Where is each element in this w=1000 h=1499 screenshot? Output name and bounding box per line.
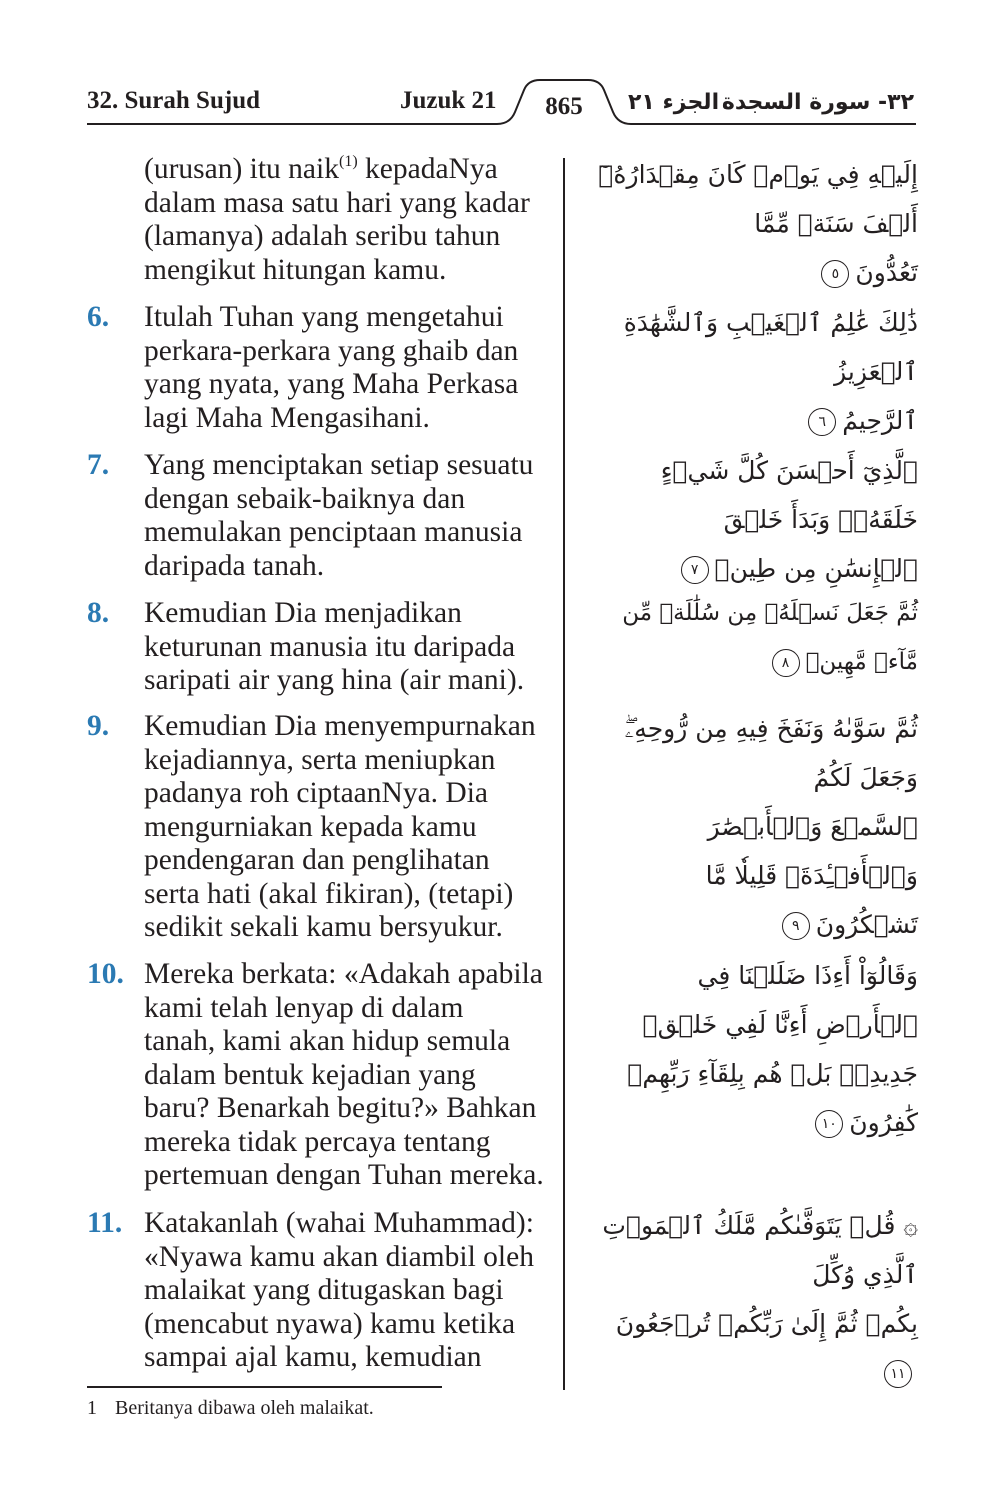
arabic-text: ذَٰلِكَ عَٰلِمُ ٱلۡغَيۡبِ وَٱلشَّهَٰدَةِ ٱلۡعَزِيزُ ٱلرَّحِيمُ [623,308,918,435]
footnote-marker: (1) [338,153,358,170]
verse-number: 9. [87,710,110,742]
translation-text: Itulah Tuhan yang mengetahui perkara-perkara yang ghaib dan yang nyata, yang Maha Perkasa lagi Maha Mengasihani. [144,301,519,434]
ayah-number-marker: ٨ [772,649,800,677]
translation-verse-11 [87,1207,557,1375]
translation-verse-10 [87,958,557,1193]
footnote [87,1396,374,1420]
translation-text: Mereka berkata: «Adakah apabila kami telah lenyap di dalam tanah, kami akan hidup semula dalam bentuk kejadian yang baru? Benarkah begitu?» Bahkan mereka tidak percaya tentang pertemuan dengan Tuhan mereka. [144,958,544,1191]
ayah-number-marker: ١١ [884,1360,912,1388]
footnote-rule [87,1386,442,1388]
juz-label-arabic: الجزء ٢١ [628,90,720,115]
verse-number: 7. [87,449,110,481]
ayah-number-marker: ٥ [821,260,849,288]
arabic-ayah-10 [588,951,918,1147]
translation-verse-9 [87,710,557,945]
arabic-ayah-11 [588,1201,918,1397]
arabic-text: ۞ قُلۡ يَتَوَفَّىٰكُم مَّلَكُ ٱلۡمَوۡتِ ٱلَّذِي وُكِّلَ بِكُمۡ ثُمَّ إِلَىٰ رَبِّكُمۡ تُرۡجَعُونَ [602,1211,918,1338]
arabic-ayah-7 [588,446,918,593]
column-divider [563,158,565,1390]
ayah-number-marker: ٦ [808,408,836,436]
surah-title-arabic: ٣٢- سورة السجدة [721,90,914,115]
verse-number: 6. [87,301,110,333]
translation-text: kepadaNya dalam masa satu hari yang kadar (lamanya) adalah seribu tahun mengikut hitungan kamu. [144,153,530,286]
arabic-ayah-5 [588,150,918,297]
page-number: 865 [545,93,583,120]
verse-number: 10. [87,958,124,990]
translation-text: (urusan) itu naik [144,153,339,185]
translation-continuation [87,153,557,287]
arabic-ayah-6 [588,298,918,445]
arabic-text: إِلَيۡهِ فِي يَوۡمٖ كَانَ مِقۡدَارُهُۥٓ أَلۡفَ سَنَةٖ مِّمَّا تَعُدُّونَ [598,160,918,287]
arabic-text: ثُمَّ سَوَّىٰهُ وَنَفَخَ فِيهِ مِن رُّوحِهِۦۖ وَجَعَلَ لَكُمُ ٱلسَّمۡعَ وَٱلۡأَبۡصَٰرَ وَٱلۡأَفۡـِٔدَةَۚ قَلِيلٗا مَّا تَشۡكُرُونَ [624,714,918,939]
translation-verse-8 [87,597,557,698]
verse-number: 11. [87,1207,123,1239]
arabic-ayah-8 [588,589,918,687]
surah-title: 32. Surah Sujud [87,87,260,114]
footnote-number: 1 [87,1397,97,1419]
arabic-text: ثُمَّ جَعَلَ نَسۡلَهُۥ مِن سُلَٰلَةٖ مِّن مَّآءٖ مَّهِينٖ [622,600,918,675]
ayah-number-marker: ١٠ [815,1110,843,1138]
header-rule [0,0,1000,140]
footnote-text: Beritanya dibawa oleh malaikat. [115,1397,374,1419]
arabic-text: وَقَالُوٓاْ أَءِذَا ضَلَلۡنَا فِي ٱلۡأَرۡضِ أَءِنَّا لَفِي خَلۡقٖ جَدِيدِۭۚ بَلۡ هُم بِلِقَآءِ رَبِّهِمۡ كَٰفِرُونَ [627,961,918,1137]
translation-text: Yang menciptakan setiap sesuatu dengan sebaik-baiknya dan memulakan penciptaan manusia daripada tanah. [144,449,534,582]
juz-label: Juzuk 21 [400,87,497,114]
arabic-ayah-9 [588,704,918,949]
arabic-text: ٱلَّذِيٓ أَحۡسَنَ كُلَّ شَيۡءٍ خَلَقَهُۥۖ وَبَدَأَ خَلۡقَ ٱلۡإِنسَٰنِ مِن طِينٖ [660,456,918,583]
ayah-number-marker: ٩ [782,912,810,940]
translation-text: Katakanlah (wahai Muhammad): «Nyawa kamu akan diambil oleh malaikat yang ditugaskan bagi (mencabut nyawa) kamu ketika sampai ajal kamu, kemudian [144,1207,534,1373]
translation-verse-7 [87,449,557,583]
verse-number: 8. [87,597,110,629]
ayah-number-marker: ٧ [681,556,709,584]
translation-verse-6 [87,301,557,435]
translation-text: Kemudian Dia menjadikan keturunan manusia itu daripada saripati air yang hina (air mani). [144,597,525,696]
translation-text: Kemudian Dia menyempurnakan kejadiannya, serta meniupkan padanya roh ciptaanNya. Dia mengurniakan kepada kamu pendengaran dan penglihatan serta hati (akal fikiran), (tetapi) sedikit sekali kamu bersyukur. [144,710,536,943]
